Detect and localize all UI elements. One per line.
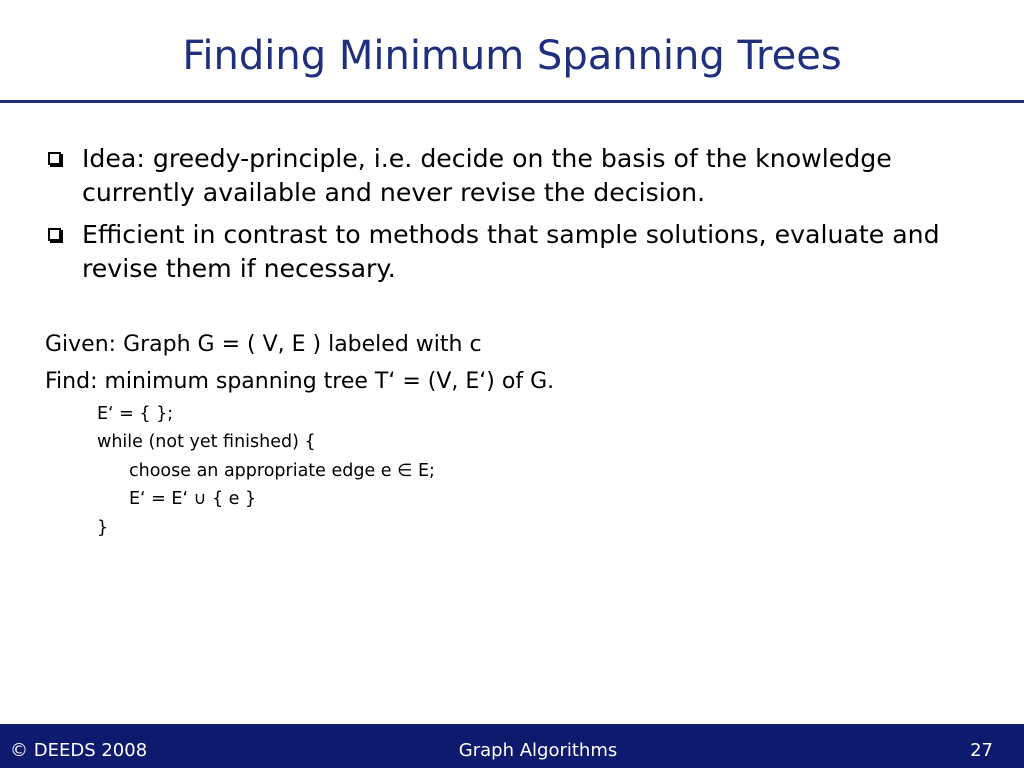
footer-topic: Graph Algorithms [458, 740, 618, 761]
find-statement: Find: minimum spanning tree T‘ = (V, E‘) of G. [45, 369, 555, 394]
code-line-close-brace: } [97, 518, 109, 538]
checkbox-icon [48, 228, 61, 241]
bullet-item-efficiency [46, 218, 1006, 286]
bullet-list [46, 142, 1006, 294]
code-line-init: E‘ = { }; [97, 404, 174, 424]
page-number: 27 [970, 740, 993, 761]
bullet-text: Efficient in contrast to methods that sample solutions, evaluate and revise them if necessary. [82, 220, 940, 283]
title-divider [0, 100, 1024, 103]
bullet-text: Idea: greedy-principle, i.e. decide on the basis of the knowledge currently available and never revise the decision. [82, 144, 892, 207]
given-statement: Given: Graph G = ( V, E ) labeled with c [45, 332, 482, 357]
code-line-while: while (not yet finished) { [97, 432, 316, 452]
code-line-add-edge: E‘ = E‘ ∪ { e } [129, 489, 257, 509]
slide-title: Finding Minimum Spanning Trees [182, 33, 842, 79]
code-line-choose-edge: choose an appropriate edge e ∈ E; [129, 461, 435, 481]
checkbox-icon [48, 152, 61, 165]
bullet-item-greedy-idea [46, 142, 1006, 210]
footer-bar [0, 724, 1024, 768]
footer-copyright: © DEEDS 2008 [10, 740, 148, 761]
